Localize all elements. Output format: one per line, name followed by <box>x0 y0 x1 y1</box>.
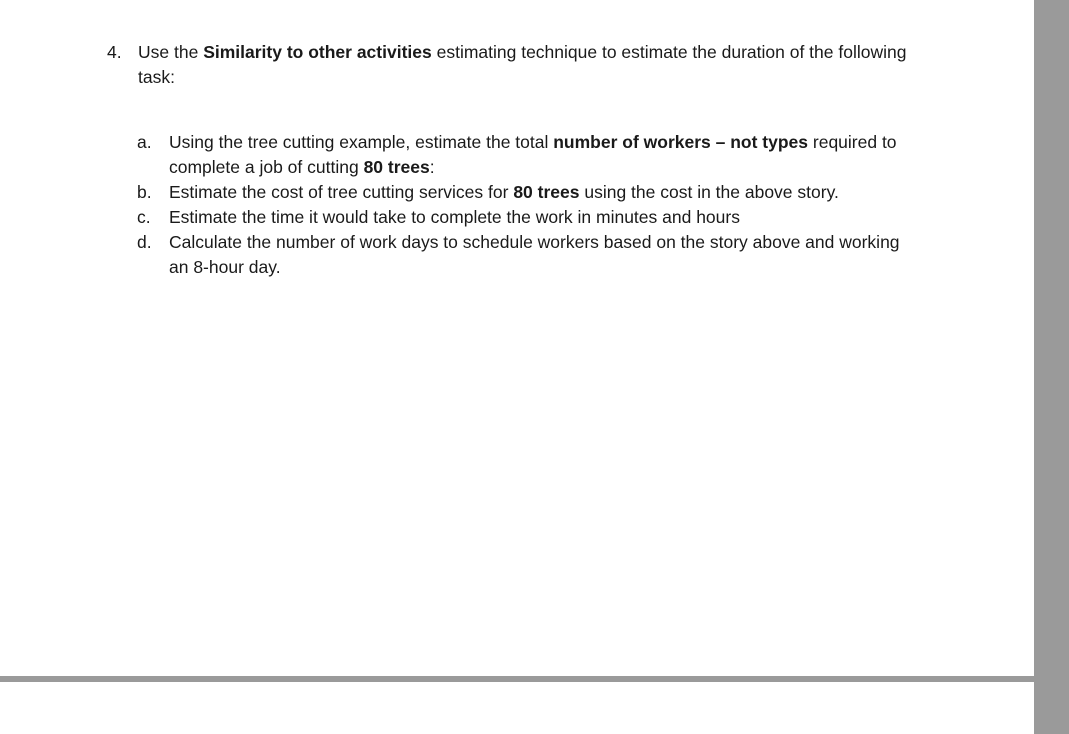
sub-question-letter: c. <box>137 207 151 227</box>
text-run: Using the tree cutting example, estimate the total <box>169 132 554 152</box>
question-text <box>138 40 907 90</box>
sub-question-text <box>169 232 900 277</box>
text-run: Estimate the cost of tree cutting services for <box>169 182 514 202</box>
sub-question-a <box>137 130 917 180</box>
sub-question-letter: a. <box>137 132 152 152</box>
question-text-before: Use the <box>138 42 204 62</box>
question-text-after: estimating technique to estimate the duration of the following task: <box>138 42 907 87</box>
sub-question-text <box>169 132 897 177</box>
sub-question-b <box>137 180 917 205</box>
question-4 <box>107 40 907 90</box>
text-run-bold: 80 trees <box>513 182 580 202</box>
text-run-bold: number of workers – not types <box>553 132 809 152</box>
text-run-bold: 80 trees <box>363 157 430 177</box>
sub-question-c <box>137 205 917 230</box>
question-number: 4. <box>107 42 122 62</box>
text-run: using the cost in the above story. <box>579 182 839 202</box>
vertical-scrollbar[interactable] <box>1034 0 1069 734</box>
sub-question-letter: d. <box>137 232 152 252</box>
text-run: Estimate the time it would take to complete the work in minutes and hours <box>169 207 740 227</box>
next-page-area <box>0 682 1034 734</box>
text-run: : <box>429 157 435 177</box>
sub-question-letter: b. <box>137 182 152 202</box>
question-text-bold: Similarity to other activities <box>203 42 432 62</box>
sub-question-list <box>137 130 917 280</box>
sub-question-text <box>169 207 740 227</box>
sub-question-d <box>137 230 917 280</box>
sub-question-text <box>169 182 839 202</box>
text-run: required to complete a job of cutting <box>169 132 897 177</box>
text-run: Calculate the number of work days to schedule workers based on the story above and working an 8-hour day. <box>169 232 900 277</box>
